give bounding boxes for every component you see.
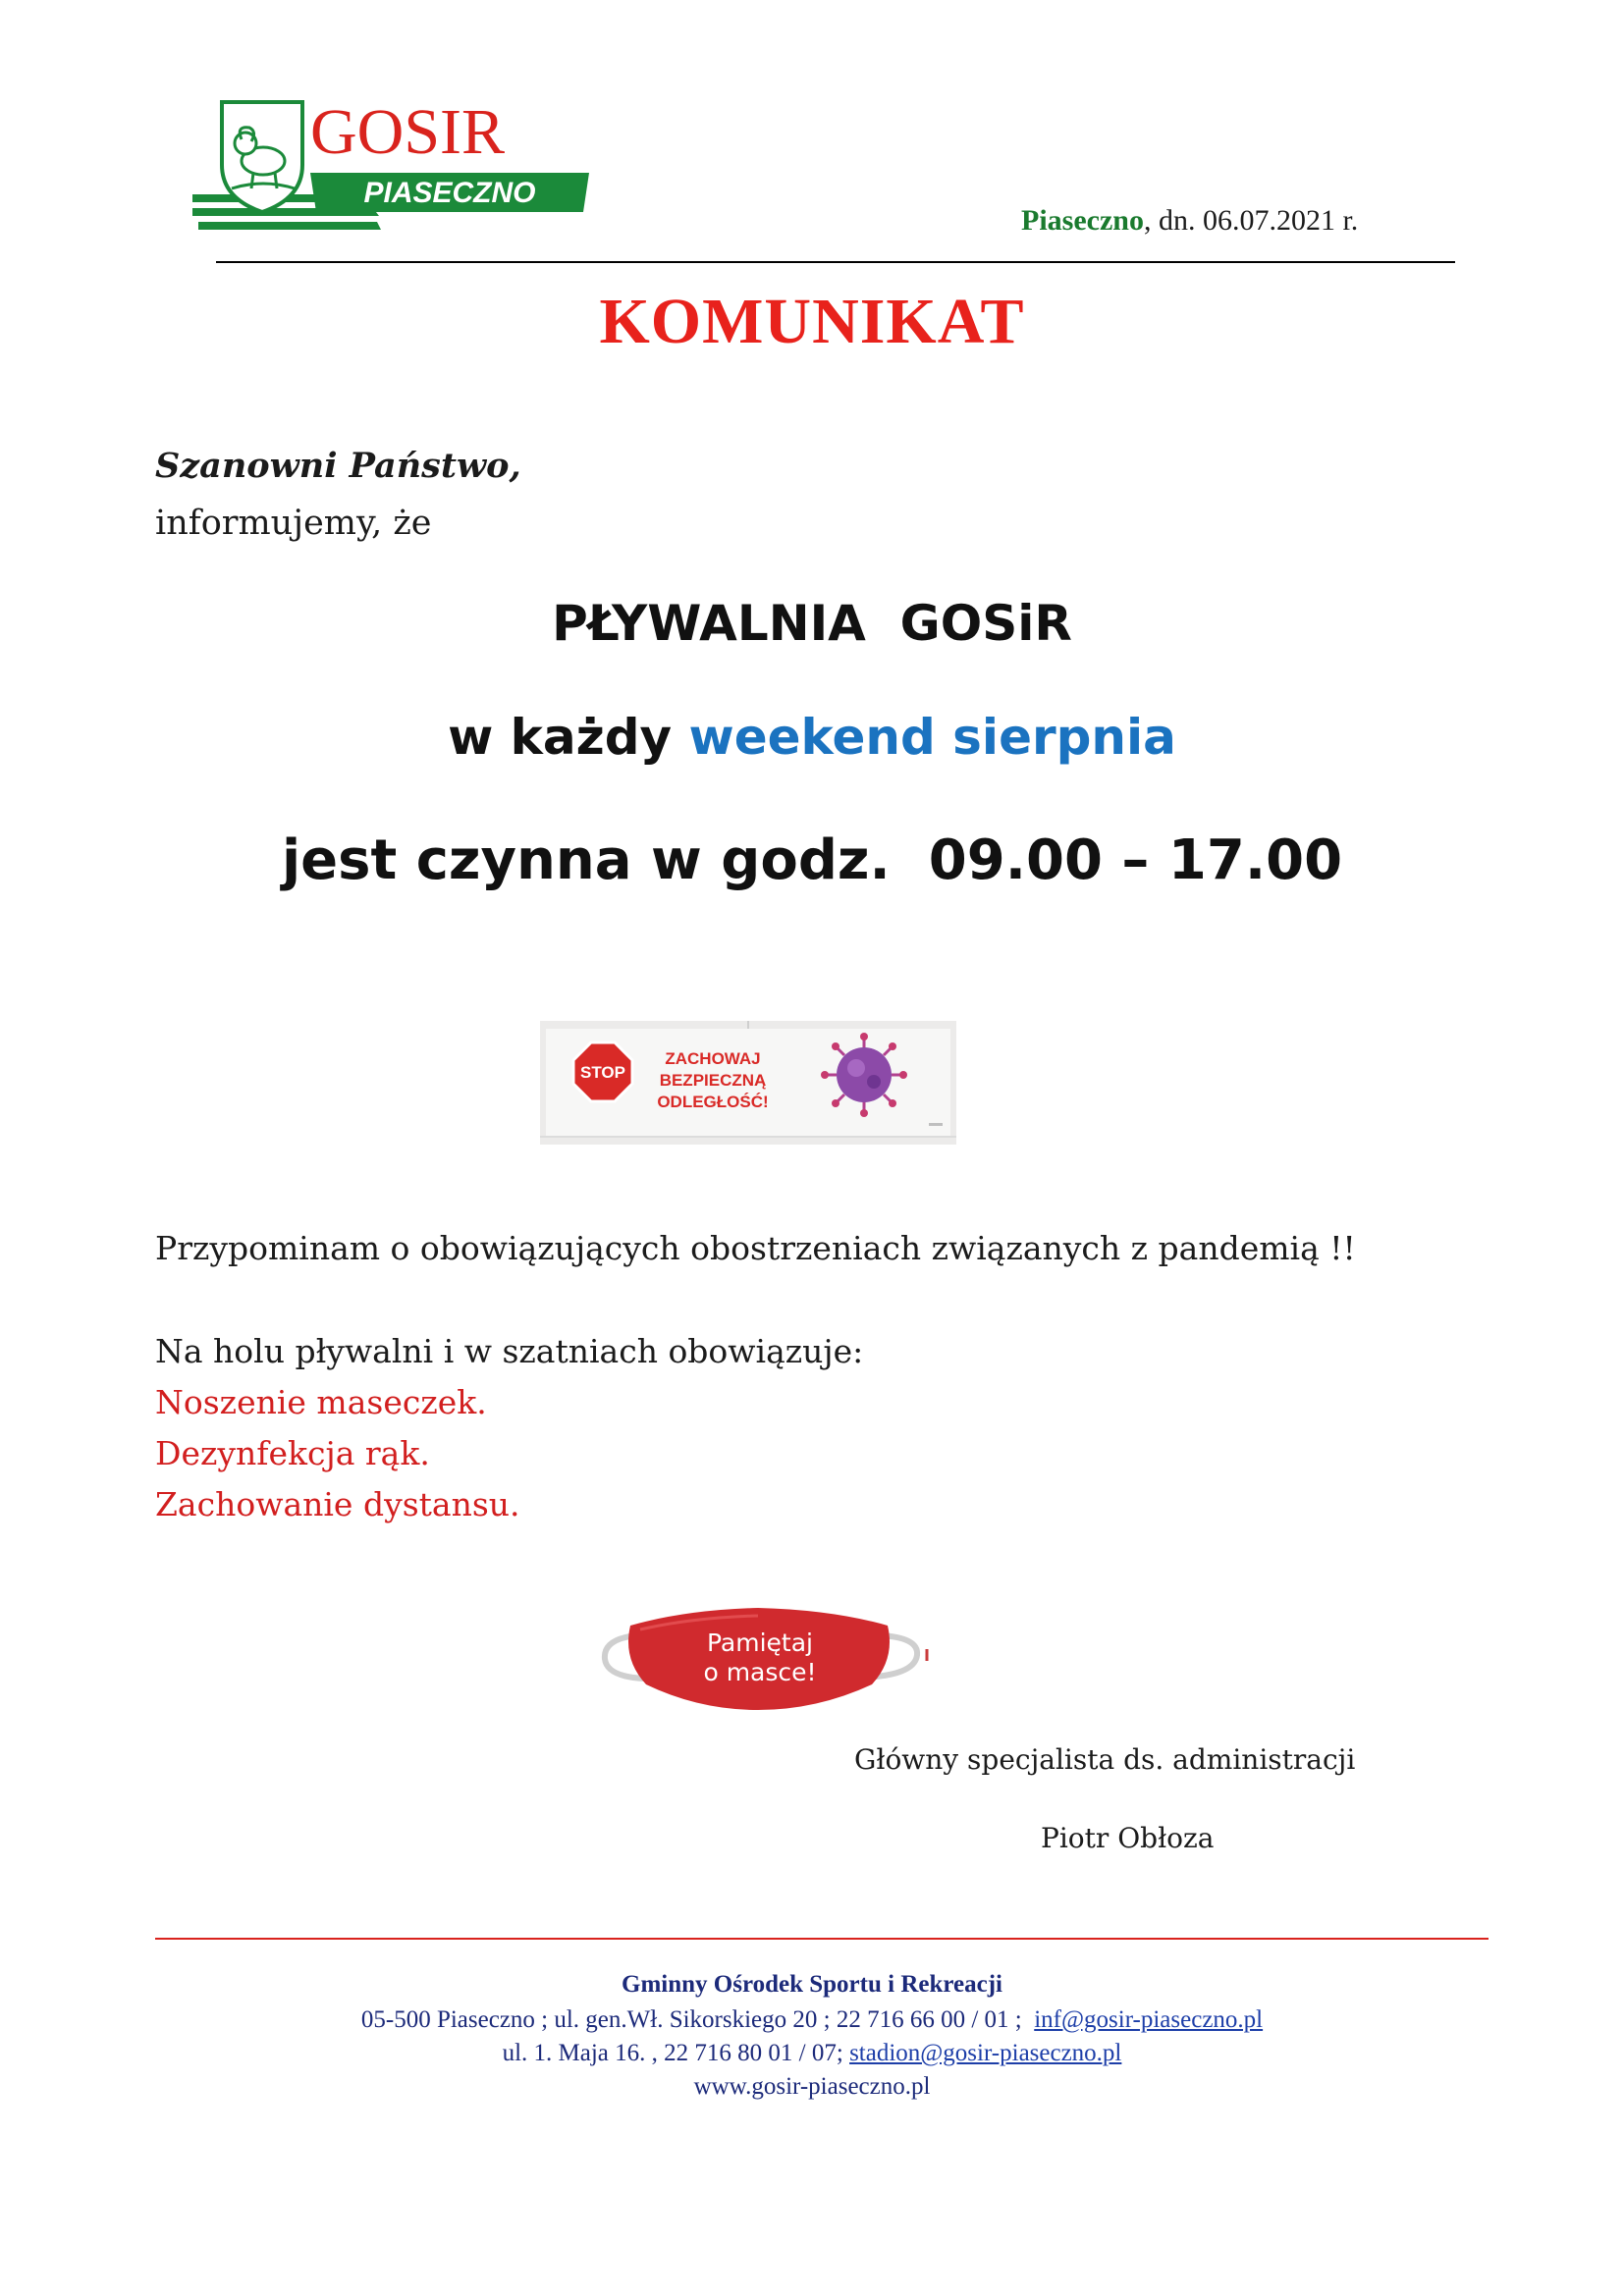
footer-address-main — [0, 2006, 1624, 2034]
stop-sign-icon — [573, 1042, 632, 1101]
svg-text:ODLEGŁOŚĆ!: ODLEGŁOŚĆ! — [657, 1093, 769, 1111]
headline-hours: jest czynna w godz. 09.00 – 17.00 — [281, 828, 1343, 892]
date-line — [1021, 204, 1358, 238]
footer-email-inf-link[interactable]: inf@gosir-piaseczno.pl — [1034, 2006, 1264, 2033]
reminder-text: Przypominam o obowiązujących obostrzeniach związanych z pandemią !! — [155, 1229, 1356, 1267]
svg-text:BEZPIECZNĄ: BEZPIECZNĄ — [659, 1071, 767, 1090]
svg-text:ZACHOWAJ: ZACHOWAJ — [665, 1049, 761, 1068]
footer-address-1: 05-500 Piaseczno ; ul. gen.Wł. Sikorskiego 20 ; 22 716 66 00 / 01 ; — [360, 2006, 1035, 2033]
page-title: KOMUNIKAT — [599, 286, 1025, 357]
footer-org: Gminny Ośrodek Sportu i Rekreacji — [622, 1971, 1002, 1998]
svg-text:Pamiętaj: Pamiętaj — [706, 1629, 814, 1657]
svg-text:GOSIR: GOSIR — [310, 96, 506, 168]
rule-item: Noszenie maseczek. — [155, 1383, 487, 1421]
headline-weekend-accent: weekend sierpnia — [688, 709, 1176, 766]
gosir-logo — [192, 96, 589, 230]
footer-address-2: ul. 1. Maja 16. , 22 716 80 01 / 07; — [502, 2040, 850, 2066]
svg-text:PIASECZNO: PIASECZNO — [363, 177, 536, 209]
date-city: Piaseczno — [1021, 204, 1144, 237]
header-divider — [216, 261, 1455, 263]
virus-icon — [821, 1033, 907, 1117]
footer-email-stadion-link[interactable]: stadion@gosir-piaseczno.pl — [849, 2040, 1122, 2066]
footer-address-stadium — [0, 2040, 1624, 2067]
mask-reminder-badge — [597, 1600, 941, 1710]
date-value: , dn. 06.07.2021 r. — [1143, 204, 1359, 237]
headline-pool: PŁYWALNIA GOSiR — [552, 595, 1072, 652]
rule-item: Zachowanie dystansu. — [155, 1485, 520, 1523]
rules-intro: Na holu pływalni i w szatniach obowiązuje: — [155, 1332, 864, 1370]
signature-role: Główny specjalista ds. administracji — [854, 1743, 1356, 1776]
intro-text: informujemy, że — [155, 504, 432, 543]
footer-website: www.gosir-piaseczno.pl — [693, 2073, 931, 2100]
keep-distance-banner — [540, 1021, 956, 1145]
svg-text:STOP: STOP — [580, 1063, 625, 1082]
svg-text:o masce!: o masce! — [703, 1658, 817, 1686]
headline-weekend — [0, 709, 1624, 766]
footer-divider — [155, 1938, 1489, 1940]
headline-weekend-prefix: w każdy — [448, 709, 689, 766]
signature-name: Piotr Obłoza — [1041, 1822, 1215, 1854]
salutation: Szanowni Państwo, — [155, 446, 521, 486]
rule-item: Dezynfekcja rąk. — [155, 1434, 430, 1472]
